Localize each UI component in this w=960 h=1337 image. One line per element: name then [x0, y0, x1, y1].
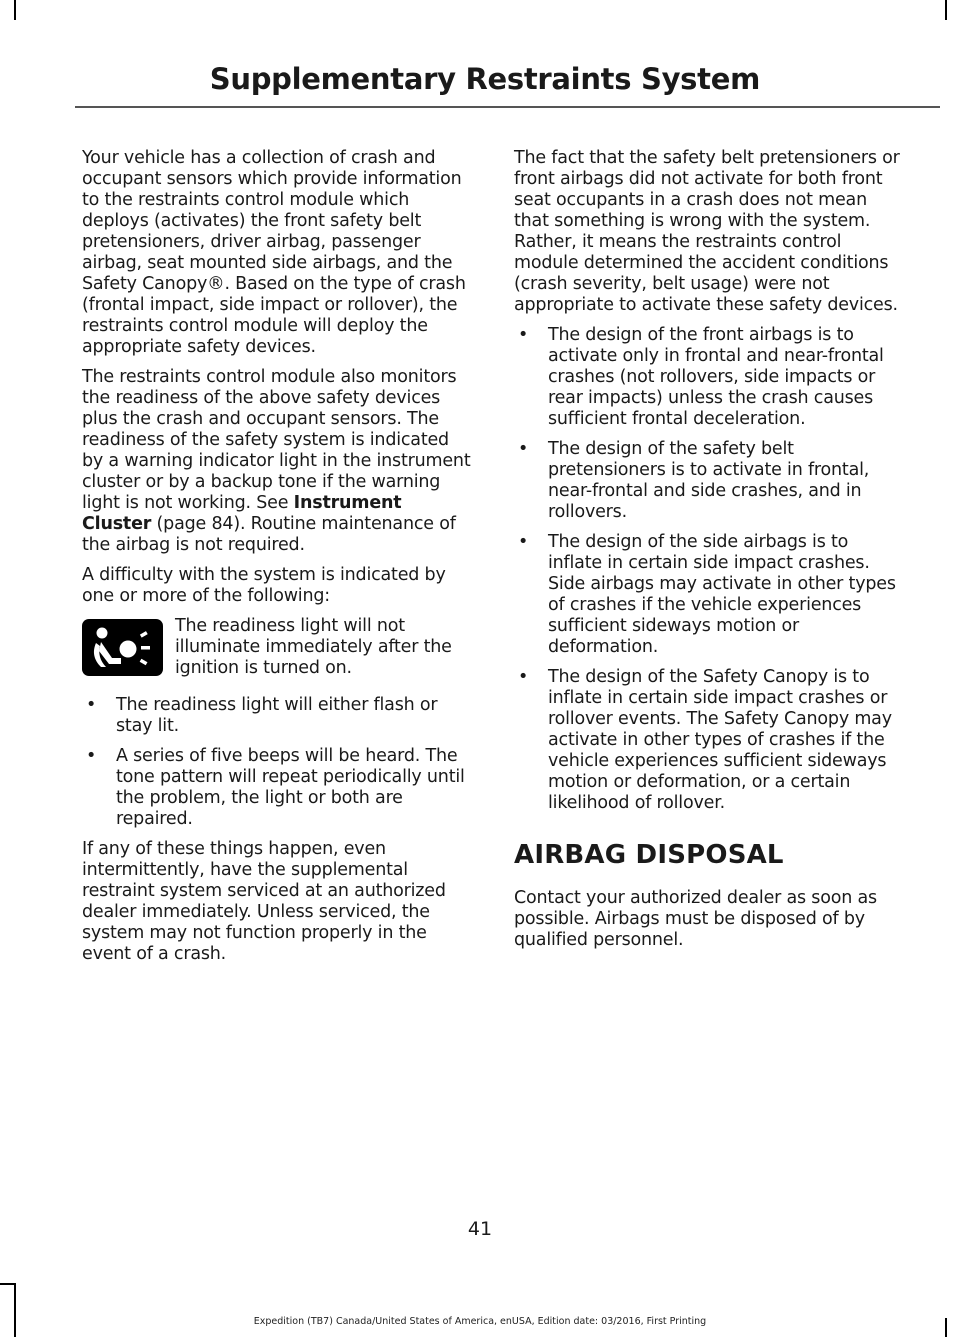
list-item	[514, 532, 906, 658]
bullet-dot: •	[518, 325, 529, 345]
bullet-dot: •	[518, 667, 529, 687]
left-bullet-list	[82, 695, 474, 830]
list-item	[514, 325, 906, 430]
left-paragraph-1: Your vehicle has a collection of crash and occupant sensors which provide information to the restraints control module which deploys (activates) the front safety belt pretensioners, driver airbag, passenger airbag, seat mounted side airbags, and the Safety Canopy®. Based on the type of crash (frontal impact, side impact or rollover), the restraints control module will deploy the appropriate safety devices.	[82, 148, 466, 357]
list-item	[82, 695, 474, 737]
left-paragraph-2-end: (page 84). Routine maintenance of the airbag is not required.	[82, 514, 456, 555]
right-bullet-list	[514, 325, 906, 814]
instrument-cluster-link[interactable]: Instrument Cluster	[82, 493, 402, 534]
crop-mark-top-right	[945, 0, 947, 20]
list-item-text: The readiness light will either flash or stay lit.	[116, 695, 438, 736]
footer-edition-info: Expedition (TB7) Canada/United States of America, enUSA, Edition date: 03/2016, First Printing	[253, 1316, 707, 1327]
readiness-light-row	[82, 616, 474, 686]
readiness-light-text: The readiness light will not illuminate immediately after the ignition is turned on.	[175, 616, 452, 678]
section-heading-airbag-disposal: AIRBAG DISPOSAL	[514, 840, 784, 870]
list-item-text: The design of the Safety Canopy is to inflate in certain side impact crashes or rollover events. The Safety Canopy may activate in other types of crashes if the vehicle experiences sufficient sideways motion or deformation, or a certain likelihood of rollover.	[548, 667, 892, 813]
bullet-dot: •	[518, 439, 529, 459]
bullet-dot: •	[518, 532, 529, 552]
list-item	[514, 439, 906, 523]
list-item-text: The design of the safety belt pretensioners is to activate in frontal, near-frontal and side crashes, and in rollovers.	[548, 439, 870, 522]
airbag-warning-icon	[82, 619, 163, 676]
right-paragraph-1: The fact that the safety belt pretensioners or front airbags did not activate for both front seat occupants in a crash does not mean that something is wrong with the system. Rather, it means the restraints control module determined the accident conditions (crash severity, belt usage) were not appropriate to activate these safety devices.	[514, 148, 900, 315]
bullet-dot: •	[86, 695, 97, 715]
right-column	[514, 148, 906, 960]
crop-mark-bottom-left-v	[14, 1283, 16, 1337]
left-paragraph-2-start: The restraints control module also monitors the readiness of the above safety devices plus the crash and occupant sensors. The readiness of the safety system is indicated by a warning indicator light in the instrument cluster or by a backup tone if the warning light is not working. See	[82, 367, 471, 513]
list-item	[514, 667, 906, 814]
page-title: Supplementary Restraints System	[209, 62, 760, 96]
list-item-text: The design of the front airbags is to activate only in frontal and near-frontal crashes (not rollovers, side impacts or rear impacts) unless the crash causes sufficient frontal deceleration.	[548, 325, 884, 429]
list-item-text: The design of the side airbags is to inflate in certain side impact crashes. Side airbags may activate in other types of crashes if the vehicle experiences sufficient sideways motion or deformation.	[548, 532, 896, 657]
list-item	[82, 746, 474, 830]
left-paragraph-3: A difficulty with the system is indicated by one or more of the following:	[82, 565, 446, 606]
list-item-text: A series of five beeps will be heard. The tone pattern will repeat periodically until the problem, the light or both are repaired.	[116, 746, 465, 829]
crop-mark-top-left	[14, 0, 16, 20]
left-column	[82, 148, 474, 974]
bullet-dot: •	[86, 746, 97, 766]
right-paragraph-2: Contact your authorized dealer as soon as possible. Airbags must be disposed of by qualified personnel.	[514, 888, 877, 950]
left-paragraph-2	[82, 367, 474, 556]
header-rule	[75, 106, 940, 108]
page-number: 41	[467, 1218, 493, 1240]
left-paragraph-4: If any of these things happen, even intermittently, have the supplemental restraint system serviced at an authorized dealer immediately. Unless serviced, the system may not function properly in the event of a crash.	[82, 839, 446, 964]
